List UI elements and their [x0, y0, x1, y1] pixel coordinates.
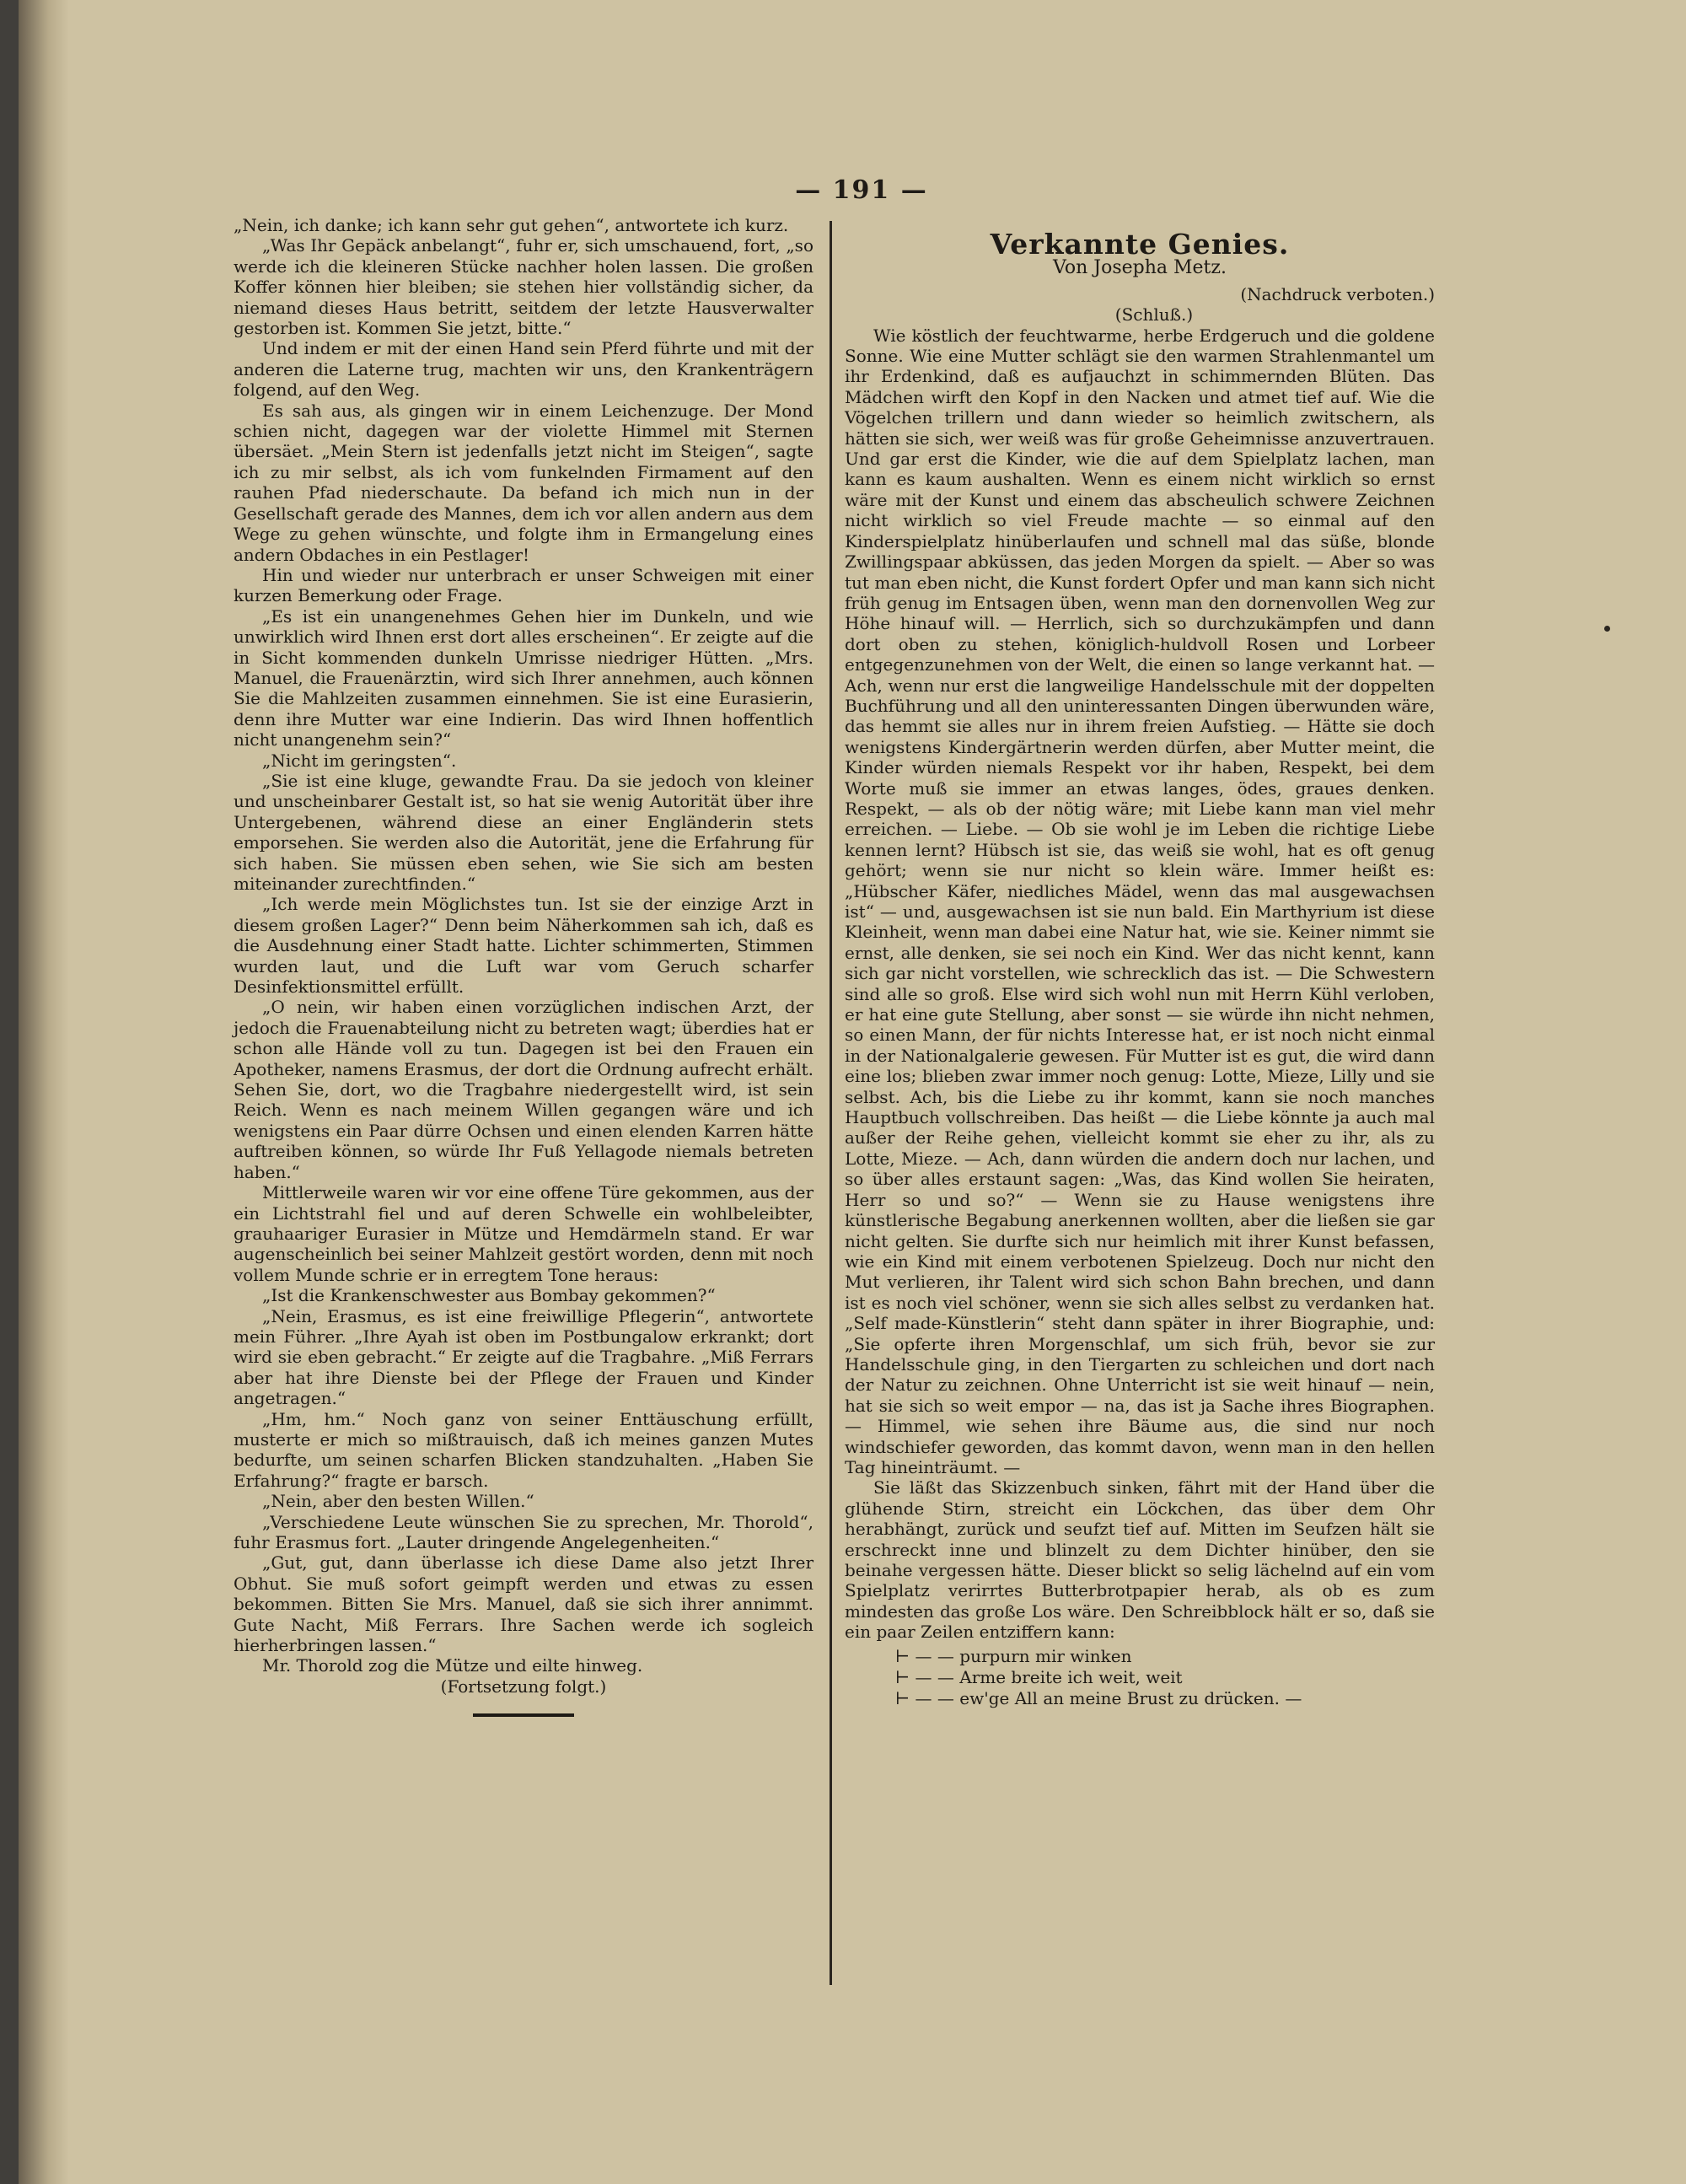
- paragraph: Und indem er mit der einen Hand sein Pferd führte und mit der anderen die Laterne trug, machten wir uns, den Krankenträgern folgend, auf den Weg.: [234, 338, 813, 401]
- paragraph: Hin und wieder nur unterbrach er unser Schweigen mit einer kurzen Bemerkung oder Frage.: [234, 564, 813, 606]
- continued-notice: (Fortsetzung folgt.): [440, 1676, 607, 1697]
- paragraph: „Sie ist eine kluge, gewandte Frau. Da sie jedoch von kleiner und unscheinbarer Gestalt ist, so hat sie wenig Autorität über ihre Untergebenen, während diese an einer Engländerin stets emporsehen. Sie werden also die Autorität, jene die Erfahrung für sich haben. Sie müssen eben sehen, wie Sie sich am besten miteinander zurechtfinden.“: [234, 770, 813, 894]
- paragraph: Mr. Thorold zog die Mütze und eilte hinweg.: [262, 1655, 643, 1676]
- paragraph: „Verschiedene Leute wünschen Sie zu sprechen, Mr. Thorold“, fuhr Erasmus fort. „Lauter dringende Angelegenheiten.“: [234, 1511, 813, 1552]
- right-column: [845, 228, 1435, 1709]
- poem-verse: [895, 1646, 1435, 1709]
- paragraph: „O nein, wir haben einen vorzüglichen indischen Arzt, der jedoch die Frauenabteilung nicht zu betreten wagt; überdies hat er schon alle Hände voll zu tun. Dagegen ist bei den Frauen ein Apotheker, namens Erasmus, der dort die Ordnung aufrecht erhält. Sehen Sie, dort, wo die Tragbahre niedergestellt wird, ist sein Reich. Wenn es nach meinem Willen gegangen wäre und ich wenigstens ein Paar dürre Ochsen und einen elenden Karren hätte auftreiben können, so würde Ihr Fuß Yellagode niemals betreten haben.“: [234, 997, 813, 1182]
- paragraph: „Hm, hm.“ Noch ganz von seiner Enttäuschung erfüllt, musterte er mich so mißtrauisch, daß ich meines ganzen Mutes bedurfte, um seinen scharfen Blicken standzuhalten. „Haben Sie Erfahrung?“ fragte er barsch.: [234, 1408, 813, 1491]
- paragraph: „Nicht im geringsten“.: [262, 750, 457, 771]
- verse-line: ⊢ — — Arme breite ich weit, weit: [895, 1666, 1183, 1687]
- verse-line: ⊢ — — purpurn mir winken: [895, 1645, 1132, 1666]
- paragraph: „Ich werde mein Möglichstes tun. Ist sie der einzige Arzt in diesem großen Lager?“ Denn beim Näherkommen sah ich, daß es die Ausdehnung einer Stadt hatte. Lichter schimmerten, Stimmen wurden laut, und die Luft war vom Geruch scharfer Desinfektionsmittel erfüllt.: [234, 894, 813, 998]
- verse-line: ⊢ — — ew'ge All an meine Brust zu drücken. —: [895, 1687, 1302, 1708]
- paragraph: Mittlerweile waren wir vor eine offene Türe gekommen, aus der ein Lichtstrahl fiel und auf deren Schwelle ein wohlbeleibter, grauhaariger Eurasier in Mütze und Hemdärmeln stand. Er war augenscheinlich bei seiner Mahlzeit gestört worden, denn mit noch vollem Munde schrie er in erregtem Tone heraus:: [234, 1182, 813, 1285]
- newspaper-page: [19, 0, 1686, 2184]
- left-column: [234, 215, 813, 1717]
- paragraph: „Nein, ich danke; ich kann sehr gut gehen“, antwortete ich kurz.: [234, 215, 789, 235]
- paragraph: Es sah aus, als gingen wir in einem Leichenzuge. Der Mond schien nicht, dagegen war der violette Himmel mit Sternen übersäet. „Mein Stern ist jedenfalls jetzt nicht im Steigen“, sagte ich zu mir selbst, als ich vom funkelnden Firmament auf den rauhen Pfad niederschaute. Da befand ich mich nun in der Gesellschaft gerade des Mannes, dem ich vor allen andern aus dem Wege zu gehen wünschte, und folgte ihm in Ermangelung eines andern Obdaches in ein Pestlager!: [234, 400, 813, 565]
- paragraph: Wie köstlich der feuchtwarme, herbe Erdgeruch und die goldene Sonne. Wie eine Mutter schlägt sie den warmen Strahlenmantel um ihr Erdenkind, daß es aufjauchzt in schimmernden Blüten. Das Mädchen wirft den Kopf in den Nacken und atmet tief auf. Wie die Vögelchen trillern und dann wieder so heimlich zwitschern, als hätten sie sich, wer weiß was für große Geheimnisse anzuvertrauen. Und gar erst die Kinder, wie die auf dem Spielplatz lachen, man kann es kaum aushalten. Wenn es einem nicht wirklich so ernst wäre mit der Kunst und einem das abscheulich schwere Zeichnen nicht wirklich so viel Freude machte — so einmal auf den Kinderspielplatz hinüberlaufen und schnell mal das süße, blonde Zwillingspaar abküssen, das jeden Morgen da spielt. — Aber so was tut man eben nicht, die Kunst fordert Opfer und man kann sich nicht früh genug im Entsagen üben, wenn man den dornenvollen Weg zur Höhe hinauf will. — Herrlich, sich so durchzukämpfen und dann dort oben zu stehen, königlich-huldvoll Rosen und Lorbeer entgegenzunehmen von der Welt, die einen so lange verkannt hat. — Ach, wenn nur erst die langweilige Handelsschule mit der doppelten Buchführung und all den uninteressanten Dingen überwunden wäre, das hemmt sie alles nur in ihrem freien Aufstieg. — Hätte sie doch wenigstens Kindergärtnerin werden dürfen, aber Mutter meint, die Kinder würden niemals Respekt vor ihr haben, Respekt, bei dem Worte muß sie immer an etwas langes, ödes, graues denken. Respekt, — als ob der nötig wäre; mit Liebe kann man viel mehr erreichen. — Liebe. — Ob sie wohl je im Leben die richtige Liebe kennen lernt? Hübsch ist sie, das weiß sie wohl, hat es oft genug gehört; wenn sie nur nicht so klein wäre. Immer heißt es: „Hübscher Käfer, niedliches Mädel, wenn das mal ausgewachsen ist“ — und, ausgewachsen ist sie nun bald. Ein Marthyrium ist diese Kleinheit, wenn man dabei eine Natur hat, wie sie. Keiner nimmt sie ernst, alle denken, sie sei noch ein Kind. Wer das nicht kennt, kann sich gar nicht vorstellen, wie schrecklich das ist. — Die Schwestern sind alle so groß. Else wird sich wohl nun mit Herrn Kühl verloben, er hat eine gute Stellung, aber sonst — sie würde ihn nicht nehmen, so einen Mann, der für nichts Interesse hat, er ist noch nicht einmal in der Nationalgalerie gewesen. Für Mutter ist es gut, die wird dann eine los; blieben zwar immer noch genug: Lotte, Mieze, Lilly und sie selbst. Ach, bis die Liebe zu ihr kommt, kann sie noch manches Hauptbuch vollschreiben. Das heißt — die Liebe könnte ja auch mal außer der Reihe gehen, vielleicht kommt sie eher zu ihr, als zu Lotte, Mieze. — Ach, dann würden die andern doch nur lachen, und so über alles erstaunt sagen: „Was, das Kind wollen Sie heiraten, Herr so und so?“ — Wenn sie zu Hause wenigstens ihre künstlerische Begabung anerkennen wollten, aber die ließen sie gar nicht gelten. Sie durfte sich nur heimlich mit ihrer Kunst befassen, wie ein Kind mit einem verbotenen Spielzeug. Doch nur nicht den Mut verlieren, ihr Talent wird sich schon Bahn brechen, und dann ist es noch viel schöner, wenn sie sich alles selbst zu verdanken hat. „Self made-Künstlerin“ steht dann später in ihrer Biographie, und: „Sie opferte ihren Morgenschlaf, um sich früh, bevor sie zur Handelsschule ging, in den Tiergarten zu schleichen und dort nach der Natur zu zeichnen. Ohne Unterricht ist sie weit hinauf — nein, hat sie sich so weit empor — na, das ist ja Sache ihres Biographen. — Himmel, wie sehen ihre Bäume aus, die sind nur noch windschiefer geworden, das kommt davon, wenn man in den hellen Tag hineinträumt. —: [845, 325, 1435, 1477]
- page-number: — 191 —: [795, 175, 928, 205]
- end-rule: [473, 1713, 574, 1717]
- article-byline: Von Josepha Metz.: [1053, 257, 1227, 279]
- paragraph: „Nein, Erasmus, es ist eine freiwillige Pflegerin“, antwortete mein Führer. „Ihre Ayah ist oben im Postbungalow erkrankt; dort wird sie eben gebracht.“ Er zeigte auf die Tragbahre. „Miß Ferrars aber hat ihre Dienste bei der Pflege der Frauen und Kinder angetragen.“: [234, 1305, 813, 1409]
- paragraph: „Es ist ein unangenehmes Gehen hier im Dunkeln, und wie unwirklich wird Ihnen erst dort alles erscheinen“. Er zeigte auf die in Sicht kommenden dunkeln Umrisse niedriger Hütten. „Mrs. Manuel, die Frauenärztin, wird sich Ihrer annehmen, auch können Sie die Mahlzeiten zusammen einnehmen. Sie ist eine Eurasierin, denn ihre Mutter war eine Indierin. Das wird Ihnen hoffentlich nicht unangenehm sein?“: [234, 605, 813, 750]
- article-title: Verkannte Genies.: [990, 228, 1290, 261]
- paragraph: „Ist die Krankenschwester aus Bombay gekommen?“: [262, 1285, 716, 1306]
- paragraph: „Gut, gut, dann überlasse ich diese Dame also jetzt Ihrer Obhut. Sie muß sofort geimpft werden und etwas zu essen bekommen. Bitten Sie Mrs. Manuel, daß sie sich ihrer annimmt. Gute Nacht, Miß Ferrars. Ihre Sachen werde ich sogleich hierherbringen lassen.“: [234, 1552, 813, 1656]
- copyright-note: (Nachdruck verboten.): [1240, 283, 1435, 304]
- column-divider: [830, 221, 832, 1985]
- paragraph: „Was Ihr Gepäck anbelangt“, fuhr er, sich umschauend, fort, „so werde ich die kleineren Stücke nachher holen lassen. Die großen Koffer können hier bleiben; sie stehen hier vollständig sicher, da niemand dieses Haus betritt, seitdem der letzte Hausverwalter gestorben ist. Kommen Sie jetzt, bitte.“: [234, 235, 813, 339]
- ink-spot: [1604, 626, 1610, 632]
- paragraph: Sie läßt das Skizzenbuch sinken, fährt mit der Hand über die glühende Stirn, streicht ein Löckchen, das über dem Ohr herabhängt, zurück und seufzt tief auf. Mitten im Seufzen hält sie erschreckt inne und blinzelt zu dem Dichter hinüber, den sie beinahe vergessen hätte. Dieser blickt so selig lächelnd auf ein vom Spielplatz verirrtes Butterbrotpapier herab, als ob es zum mindesten das große Los wäre. Den Schreibblock hält er so, daß sie ein paar Zeilen entziffern kann:: [845, 1477, 1435, 1643]
- section-mark: (Schluß.): [1114, 304, 1194, 325]
- paragraph: „Nein, aber den besten Willen.“: [262, 1491, 534, 1512]
